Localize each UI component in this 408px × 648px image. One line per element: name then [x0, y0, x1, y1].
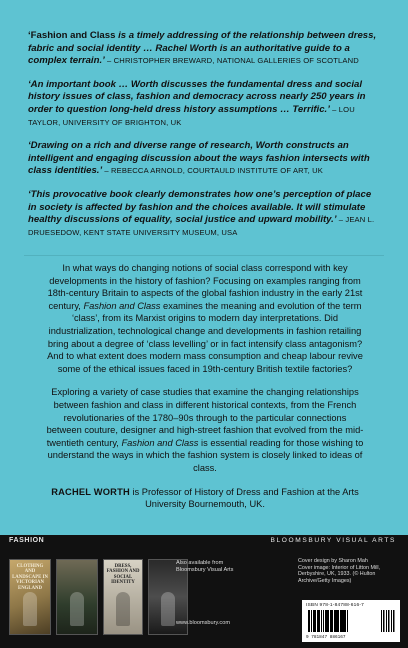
- author-bio-text: is Professor of History of Dress and Fashion at the Arts University Bournemouth, UK.: [129, 486, 359, 510]
- quote-text: is a timely addressing of the relationship between dress, fabric and social identity … Rachel Worth is an authoritative guide to a complex terrain.’: [28, 30, 377, 67]
- section-divider: [24, 255, 384, 256]
- quote-text: ‘This provocative book clearly demonstrates how one’s perception of place in society is affected by fashion and the choices available. It will stimulate healthy discussions of equality, social justice and upward mobility.’: [28, 188, 372, 226]
- related-book-title: DRESS, FASHION AND SOCIAL IDENTITY: [106, 564, 140, 586]
- quote-druesedow: [28, 189, 378, 239]
- quote-attribution: – LOU TAYLOR, UNIVERSITY OF BRIGHTON, UK: [28, 104, 355, 127]
- quote-breward: [28, 30, 378, 68]
- review-quotes: [28, 30, 378, 250]
- website-link[interactable]: www.bloomsbury.com: [176, 620, 230, 626]
- description-text: examines the meaning and evolution of the term ‘class’, from its Marxist origins to modern day interpretations. Did industrialization, technological change and developments in fashion retailing bring about a degree of ‘class levelling’ or in fact intensify class antagonism? And to what extent does modern mass consumption and cheap labour revive some of the ethical issues faced in 19th-century British textile factories?: [47, 300, 363, 374]
- barcode-bars: [308, 610, 380, 632]
- cover-figure-image: [161, 592, 175, 626]
- description-paragraph-1: [46, 262, 364, 375]
- cover-figure-image: [23, 592, 37, 626]
- quote-taylor: [28, 79, 378, 129]
- book-description: [46, 262, 364, 522]
- quote-attribution: – REBECCA ARNOLD, COURTAULD INSTITUTE OF ART, UK: [102, 166, 323, 176]
- related-book-cover: [103, 559, 143, 635]
- cover-figure-image: [70, 592, 84, 626]
- cover-image-credit: Cover image: Interior of Litton Mill, Derbyshire, UK, 1933. (© Hulton Archive/Getty Images): [298, 564, 381, 584]
- related-book-cover: [9, 559, 51, 635]
- cover-figure-image: [116, 592, 130, 626]
- related-book-cover: [56, 559, 98, 635]
- author-name: RACHEL WORTH: [51, 486, 130, 497]
- isbn-label: ISBN 978-1-84788-616-7: [306, 603, 364, 608]
- barcode-digits: 9 781847 886167: [306, 635, 346, 640]
- description-text: is essential reading for those wishing to understand the ways in which the fashion system is closely linked to ideas of class.: [47, 437, 364, 473]
- cover-credits: [298, 558, 404, 584]
- category-label: FASHION: [9, 537, 45, 544]
- quote-open-title: ‘Fashion and Class: [28, 30, 116, 41]
- quote-attribution: – CHRISTOPHER BREWARD, NATIONAL GALLERIES OF SCOTLAND: [104, 56, 359, 66]
- book-title-inline: Fashion and Class: [121, 437, 199, 448]
- barcode-addon: [381, 610, 395, 632]
- author-bio: [46, 486, 364, 511]
- cover-design-credit: Cover design by Sharon Mah: [298, 558, 368, 564]
- quote-attribution: – JEAN L. DRUESEDOW, KENT STATE UNIVERSITY MUSEUM, USA: [28, 215, 375, 237]
- barcode-bar: [347, 610, 348, 632]
- quote-text: ‘Drawing on a rich and diverse range of research, Worth constructs an intelligent and engaging discussion about the ways fashion intersects with class identities.’: [28, 140, 370, 177]
- description-text: Exploring a variety of case studies that examine the changing relationships between fashion and class in different historical contexts, from the French revolutionaries of the 1780–90s through to the particular connections between couture, designer and high-street fashion that evolved from the mid-twentieth century,: [46, 387, 364, 448]
- publisher-name: BLOOMSBURY VISUAL ARTS: [270, 537, 396, 544]
- description-text: In what ways do changing notions of social class correspond with key developments in the history of fashion? Focusing on examples ranging from 18th-century Britain to aspects of the global fashion industry in the early 21st century,: [47, 263, 363, 311]
- description-paragraph-2: [46, 386, 364, 474]
- barcode: [302, 600, 400, 642]
- quote-text: ‘An important book … Worth discusses the fundamental dress and social history issues of class, fashion and democracy across nearly 250 years in order to question long-held dress history assumptions … Terrific.’: [28, 78, 366, 115]
- footer-band: [0, 535, 408, 549]
- also-available-label: Also available from Bloomsbury Visual Arts: [176, 560, 234, 573]
- quote-arnold: [28, 140, 378, 178]
- related-book-title: CLOTHING AND LANDSCAPE IN VICTORIAN ENGLAND: [12, 564, 48, 591]
- book-title-inline: Fashion and Class: [83, 300, 161, 311]
